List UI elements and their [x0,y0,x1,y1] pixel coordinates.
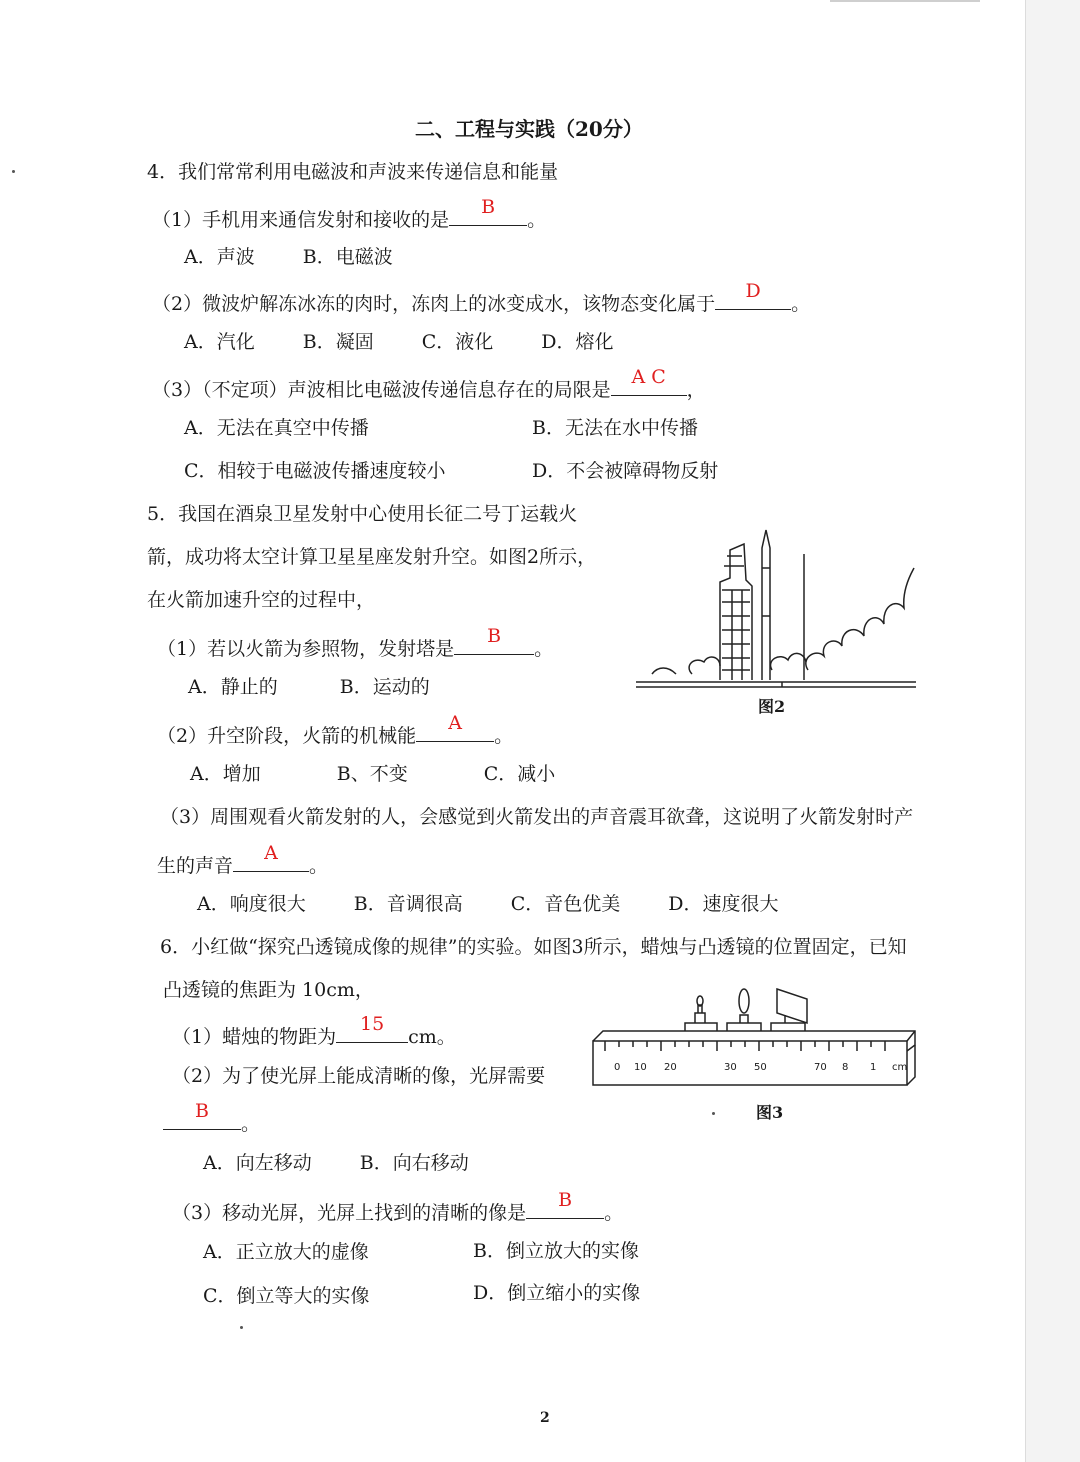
option: A．响度很大 [197,893,306,915]
scan-speck [12,170,15,173]
q4-part2-options [184,330,613,354]
option: A．汽化 [184,331,255,353]
q4-part3 [152,366,706,402]
q6-part3-end: 。 [604,1202,624,1224]
option: D．速度很大 [668,893,779,915]
q4-part1-blank[interactable] [449,196,527,226]
q4-part3-answer: A C [631,366,666,388]
option: C．减小 [483,763,556,785]
q6-part1-blank[interactable] [336,1013,408,1043]
q5-part2-end: 。 [494,725,514,747]
ruler-label: 50 [754,1062,767,1073]
q6-stem-line2: 凸透镜的焦距为 10cm， [163,979,374,1001]
figure3-caption: 图3 [756,1103,784,1122]
scan-edge [1025,0,1080,1462]
option: A．声波 [184,246,255,268]
ruler-label: 0 [614,1062,621,1073]
figure2-caption: 图2 [758,697,786,716]
q5-part2-text: （2）升空阶段，火箭的机械能 [157,725,417,747]
q6-part3-text: （3）移动光屏，光屏上找到的清晰的像是 [172,1202,527,1224]
q5-part2-options [190,762,555,786]
q5-part3-line2 [157,842,329,878]
scan-speck [240,1326,243,1329]
q4-part3-blank[interactable] [611,366,687,396]
q5-part2 [157,712,514,748]
option: C．音色优美 [510,893,621,915]
ruler-label: 20 [664,1062,677,1073]
q5-part3-blank[interactable] [233,842,309,872]
q5-part2-answer: A [448,712,462,734]
q6-part2-options [203,1151,469,1175]
q4-part1-end: 。 [527,209,547,231]
ruler-labels [592,1056,912,1076]
q6-part2-text: （2）为了使光屏上能成清晰的像，光屏需要 [172,1065,546,1087]
q4-part2-text: （2）微波炉解冻冰冻的肉时，冻肉上的冰变成水，该物态变化属于 [152,293,716,315]
q5-part1-end: 。 [534,638,554,660]
option: A．向左移动 [203,1152,312,1174]
q6-part2-blank[interactable] [163,1100,241,1130]
q4-part1-options [184,245,393,269]
q6-part2-answer: B [195,1100,209,1122]
q6-part3 [172,1189,624,1225]
q5-stem-line3: 在火箭加速升空的过程中， [147,589,376,611]
q6-part3-option-c: C．倒立等大的实像 [203,1285,370,1307]
q6-part3-blank[interactable] [526,1189,604,1219]
ruler-label: cm [892,1062,908,1073]
q5-part3-text: 生的声音 [157,855,234,877]
q5-part1 [157,625,554,661]
option: D．熔化 [541,331,614,353]
q5-part2-blank[interactable] [416,712,494,742]
q6-part1-text: （1）蜡烛的物距为 [172,1026,337,1048]
scan-top-mark [830,0,980,2]
scan-speck [712,1112,715,1115]
rocket-launch-figure [632,520,922,700]
option: B．凝固 [302,331,374,353]
q4-part1-answer: B [481,196,496,218]
ruler-label: 10 [634,1062,647,1073]
q4-part3-end: ， [686,379,706,401]
q4-part2-end: 。 [791,293,811,315]
q5-part1-answer: B [487,625,502,647]
q4-part3-option-c: C．相较于电磁波传播速度较小 [184,460,446,482]
q4-part3-option-d: D．不会被障碍物反射 [532,460,719,482]
q5-part3-options [197,892,778,916]
ruler-label: 30 [724,1062,737,1073]
q5-part1-text: （1）若以火箭为参照物，发射塔是 [157,638,455,660]
q4-part3-option-a: A．无法在真空中传播 [184,417,369,439]
option: C．液化 [421,331,494,353]
q6-part1 [172,1013,456,1049]
q5-part3-answer: A [264,842,278,864]
q5-part1-blank[interactable] [454,625,534,655]
q4-stem: 4．我们常常利用电磁波和声波来传递信息和能量 [147,161,559,183]
q6-part1-end: cm。 [408,1026,456,1048]
page-number: 2 [540,1410,550,1426]
q6-part3-answer: B [558,1189,573,1211]
q6-part3-option-b: B．倒立放大的实像 [473,1240,639,1262]
q4-part3-text: （3）（不定项）声波相比电磁波传递信息存在的局限是 [152,379,611,401]
q5-part3-end: 。 [309,855,329,877]
optical-bench-figure [585,985,920,1097]
q4-part1-text: （1）手机用来通信发射和接收的是 [152,209,450,231]
q4-part2-answer: D [745,280,761,302]
ruler-label: 70 [814,1062,827,1073]
option: B、不变 [336,763,408,785]
q6-part2-line2 [163,1100,261,1136]
option: B．向右移动 [359,1152,469,1174]
q5-stem-line2: 箭，成功将太空计算卫星星座发射升空。如图2所示， [147,546,597,568]
q6-part3-option-d: D．倒立缩小的实像 [473,1282,641,1304]
q6-part1-answer: 15 [360,1013,385,1035]
section-title: 二、工程与实践（20分） [415,117,643,141]
option: A．静止的 [188,676,278,698]
q6-part2-end: 。 [241,1113,261,1135]
q6-part3-option-a: A．正立放大的虚像 [203,1241,369,1263]
q6-stem-line1: 6．小红做“探究凸透镜成像的规律”的实验。如图3所示，蜡烛与凸透镜的位置固定，已知 [160,936,907,958]
q4-part2-blank[interactable] [715,280,791,310]
q5-stem-line1: 5．我国在酒泉卫星发射中心使用长征二号丁运载火 [147,503,578,525]
q4-part1 [152,196,547,232]
ruler-label: 8 [842,1062,849,1073]
q4-part2 [152,280,811,316]
option: B．音调很高 [353,893,463,915]
option: B．运动的 [339,676,430,698]
q5-part1-options [188,675,430,699]
option: A．增加 [190,763,261,785]
q4-part3-option-b: B．无法在水中传播 [532,417,698,439]
option: B．电磁波 [302,246,393,268]
q5-part3-line1: （3）周围观看火箭发射的人，会感觉到火箭发出的声音震耳欲聋，这说明了火箭发射时产 [160,806,914,828]
ruler-label: 1 [870,1062,877,1073]
